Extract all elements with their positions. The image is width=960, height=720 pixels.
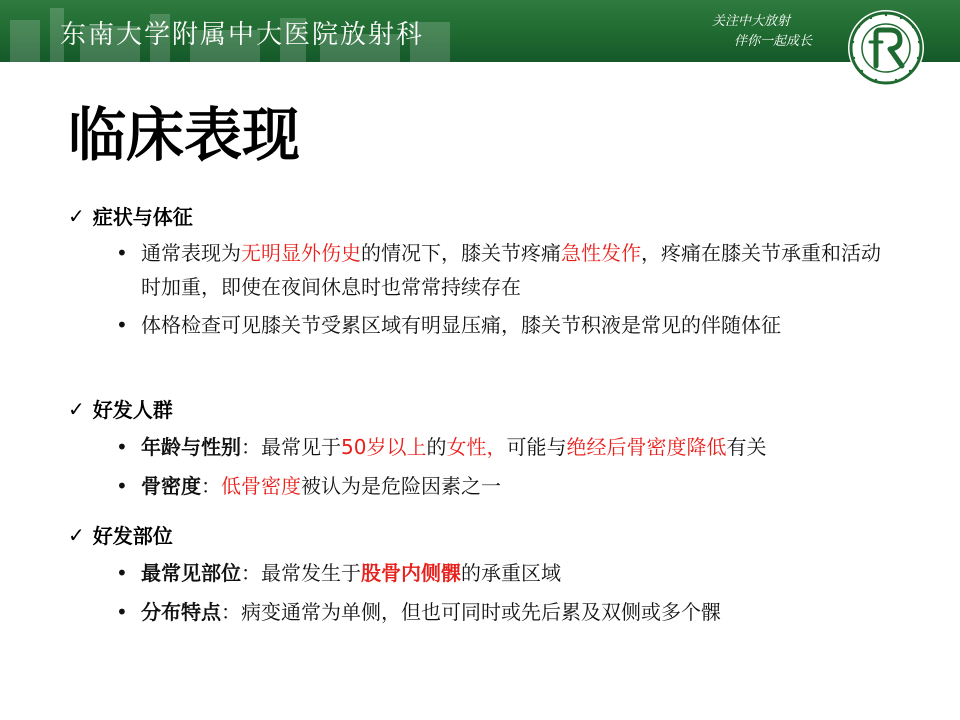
highlight-text: 低骨密度	[221, 474, 301, 498]
highlight-text: 急性发作	[561, 241, 641, 265]
slogan-line-2: 伴你一起成长	[734, 34, 813, 49]
text-run: ：最常发生于	[241, 561, 361, 585]
slogan	[712, 12, 812, 52]
highlight-text: 女性，	[446, 435, 507, 459]
text-run: 通常表现为	[141, 241, 241, 265]
checkmark-icon: ✓	[68, 203, 85, 228]
bullet-text	[116, 469, 896, 503]
checkmark-icon: ✓	[68, 396, 85, 421]
bullet-text	[116, 308, 896, 342]
highlight-text: 无明显外伤史	[241, 241, 361, 265]
section-heading-symptoms	[68, 201, 193, 230]
text-run: 有关	[726, 435, 767, 459]
bullet-text	[116, 236, 896, 304]
text-run: ，疼痛在膝关节承重和活动时加重，即使在夜间休息时也常常持续存在	[141, 241, 881, 299]
bullet-text	[116, 595, 896, 629]
highlight-text: 绝经后骨密度降低	[566, 435, 727, 459]
text-run: ：病变通常为单侧，但也可同时或先后累及双侧或多个髁	[221, 600, 721, 624]
bullet-icon: •	[116, 435, 128, 459]
bold-label: 分布特点	[141, 600, 221, 624]
list-item	[116, 236, 896, 304]
text-run: 的情况下，膝关节疼痛	[361, 241, 561, 265]
highlight-text: 50岁以上	[341, 435, 427, 459]
text-run: ：最常见于	[241, 435, 341, 459]
text-run: ：	[201, 474, 221, 498]
institution-name: 东南大学附属中大医院放射科	[60, 20, 425, 50]
bold-label: 年龄与性别	[141, 435, 241, 459]
section-heading-text: 好发人群	[92, 398, 173, 422]
section-heading-population	[68, 394, 173, 423]
header-banner	[0, 0, 960, 62]
text-run: 的承重区域	[461, 561, 561, 585]
bold-label: 最常见部位	[141, 561, 241, 585]
list-item	[116, 556, 896, 590]
bullet-icon: •	[116, 474, 128, 498]
section-heading-text: 症状与体征	[92, 205, 193, 229]
bullet-icon: •	[116, 241, 128, 265]
list-item	[116, 469, 896, 503]
text-run: 体格检查可见膝关节受累区域有明显压痛，膝关节积液是常见的伴随体征	[141, 313, 781, 337]
checkmark-icon: ✓	[68, 522, 85, 547]
text-run: 的	[426, 435, 447, 459]
slide-title: 临床表现	[68, 101, 301, 169]
section-heading-text: 好发部位	[92, 524, 173, 548]
bullet-icon: •	[116, 313, 128, 337]
slogan-line-1: 关注中大放射	[712, 14, 791, 29]
list-item	[116, 595, 896, 629]
list-item	[116, 308, 896, 342]
text-run: 被认为是危险因素之一	[301, 474, 501, 498]
bullet-text	[116, 430, 896, 464]
hospital-logo-icon	[846, 8, 926, 88]
list-item	[116, 430, 896, 464]
bold-label: 骨密度	[141, 474, 201, 498]
section-heading-sites	[68, 520, 173, 549]
bullet-icon: •	[116, 561, 128, 585]
highlight-text: 股骨内侧髁	[361, 561, 461, 585]
text-run: 可能与	[506, 435, 567, 459]
bullet-text	[116, 556, 896, 590]
bullet-icon: •	[116, 600, 128, 624]
